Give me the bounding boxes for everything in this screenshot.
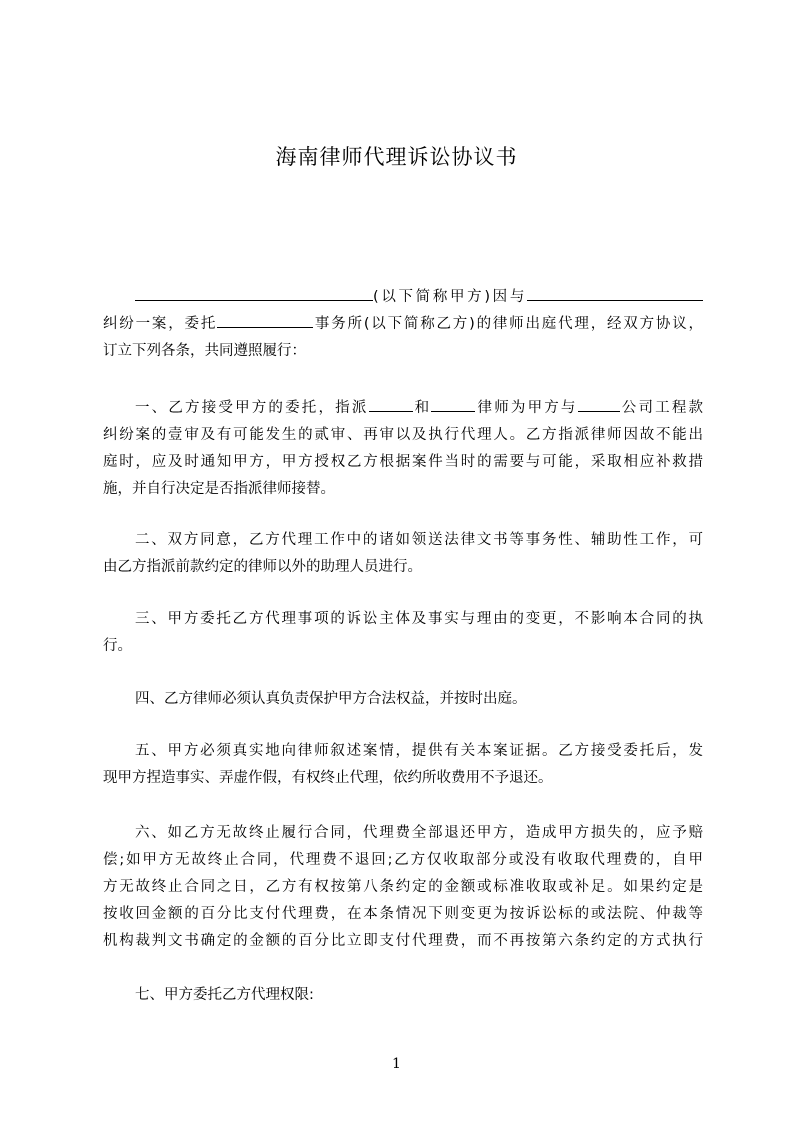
clause-7-line-1: 七、甲方委托乙方代理权限: <box>135 987 314 1003</box>
clause-3 <box>103 606 703 660</box>
lawyer-1-blank[interactable] <box>369 397 413 412</box>
clause-7 <box>103 982 703 1009</box>
clause-5 <box>103 738 703 792</box>
clause-2-line-2: 由乙方指派前款约定的律师以外的助理人员进行。 <box>103 559 422 575</box>
intro-line-3: 订立下列各条，共同遵照履行： <box>103 343 306 359</box>
intro-line-1: (以下简称甲方)因与 <box>103 284 703 311</box>
clause-1 <box>103 395 703 503</box>
company-blank[interactable] <box>578 397 620 412</box>
clause-3-line-2: 行。 <box>103 638 132 654</box>
clause-6-line-4: 按收回金额的百分比支付代理费，在本条情况下则变更为按诉讼标的或法院、仲裁等 <box>103 906 703 922</box>
clause-6-line-5: 机构裁判文书确定的金额的百分比立即支付代理费，而不再按第六条约定的方式执行 <box>103 933 703 949</box>
law-firm-blank[interactable] <box>217 313 313 328</box>
clause-2 <box>103 527 703 581</box>
clause-6 <box>103 820 703 955</box>
opposing-party-blank[interactable] <box>527 286 703 301</box>
intro-paragraph <box>103 284 703 365</box>
clause-1-line-4: 施，并自行决定是否指派律师接替。 <box>103 481 335 497</box>
clause-1-line-2: 纠纷案的壹审及有可能发生的贰审、再审以及执行代理人。乙方指派律师因故不能出 <box>103 427 703 443</box>
clause-6-line-2: 偿;如甲方无故终止合同，代理费不退回;乙方仅收取部分或没有收取代理费的，自甲 <box>103 852 703 868</box>
lawyer-2-blank[interactable] <box>431 397 475 412</box>
party-a-blank[interactable] <box>135 286 373 301</box>
clause-3-line-1: 三、甲方委托乙方代理事项的诉讼主体及事实与理由的变更，不影响本合同的执 <box>135 611 703 627</box>
page-number: 1 <box>392 1056 401 1072</box>
clause-2-line-1: 二、双方同意，乙方代理工作中的诸如领送法律文书等事务性、辅助性工作，可 <box>135 532 703 548</box>
clause-4-line-1: 四、乙方律师必须认真负责保护甲方合法权益，并按时出庭。 <box>135 691 527 707</box>
clause-5-line-2: 现甲方捏造事实、弄虚作假，有权终止代理，依约所收费用不予退还。 <box>103 770 553 786</box>
clause-5-line-1: 五、甲方必须真实地向律师叙述案情，提供有关本案证据。乙方接受委托后，发 <box>135 743 703 759</box>
clause-1-line-1: 一、乙方接受甲方的委托，指派 和 律师为甲方与 公司工程款 <box>103 395 703 422</box>
clause-6-line-3: 方无故终止合同之日，乙方有权按第八条约定的金额或标准收取或补足。如果约定是 <box>103 879 703 895</box>
intro-line-2: 纠纷一案，委托 事务所(以下简称乙方)的律师出庭代理，经双方协议， <box>103 311 703 338</box>
document-title: 海南律师代理诉讼协议书 <box>275 145 518 169</box>
clause-1-line-3: 庭时，应及时通知甲方，甲方授权乙方根据案件当时的需要与可能，采取相应补救措 <box>103 454 703 470</box>
clause-4 <box>103 686 703 713</box>
clause-6-line-1: 六、如乙方无故终止履行合同，代理费全部退还甲方，造成甲方损失的，应予赔 <box>135 825 703 841</box>
